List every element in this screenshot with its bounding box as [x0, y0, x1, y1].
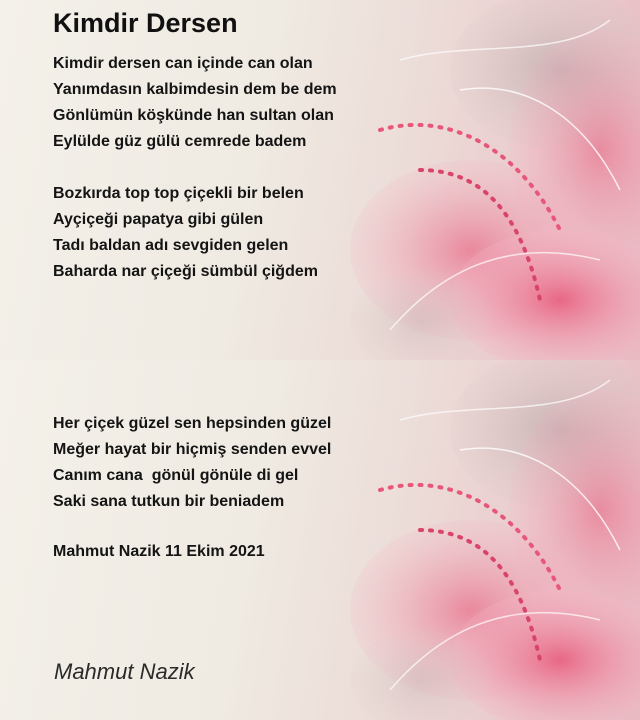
poem-line: Gönlümün köşkünde han sultan olan — [53, 107, 334, 124]
poem-line: Eylülde güz gülü cemrede badem — [53, 133, 307, 150]
poem-line: Her çiçek güzel sen hepsinden güzel — [53, 415, 332, 432]
poem-line: Tadı baldan adı sevgiden gelen — [53, 237, 289, 254]
poem-line: Kimdir dersen can içinde can olan — [53, 55, 313, 72]
poem-title: Kimdir Dersen — [53, 8, 238, 38]
poem-line: Saki sana tutkun bir beniadem — [53, 493, 285, 510]
poem-line: Yanımdasın kalbimdesin dem be dem — [53, 81, 337, 98]
poem-line: Ayçiçeği papatya gibi gülen — [53, 211, 264, 228]
poem-line: Meğer hayat bir hiçmiş senden evvel — [53, 441, 332, 458]
author-signature: Mahmut Nazik — [54, 659, 195, 684]
poem-dateline: Mahmut Nazik 11 Ekim 2021 — [53, 543, 265, 560]
poem-line: Canım cana gönül gönüle di gel — [53, 467, 299, 484]
poem-line: Bozkırda top top çiçekli bir belen — [53, 185, 304, 202]
poem-line: Baharda nar çiçeği sümbül çiğdem — [53, 263, 318, 280]
